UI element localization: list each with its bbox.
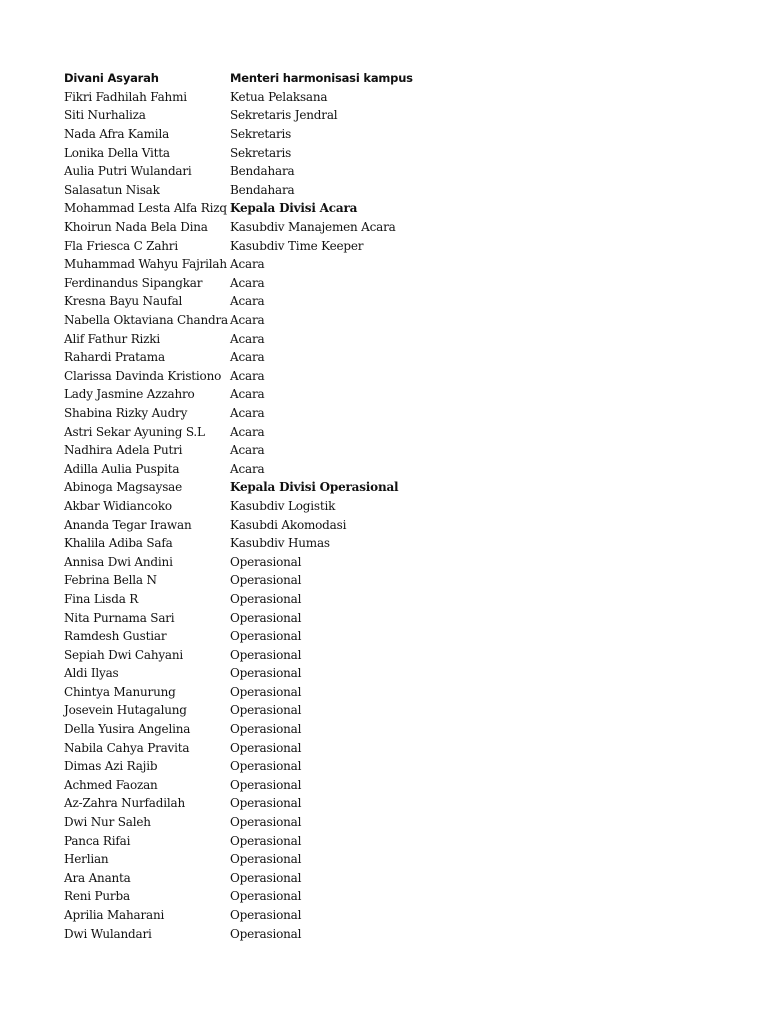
member-name-cell: Ananda Tegar Irawan: [64, 517, 192, 532]
member-name-cell: Az-Zahra Nurfadilah: [64, 796, 185, 811]
member-name-cell: Clarissa Davinda Kristiono: [64, 368, 222, 383]
table-row: [64, 776, 744, 795]
member-role-cell: Kasubdiv Humas: [230, 536, 330, 551]
member-name-cell: Sepiah Dwi Cahyani: [64, 647, 184, 662]
table-row: [64, 292, 744, 311]
table-row: [64, 608, 744, 627]
member-role-cell: Acara: [230, 294, 265, 309]
member-role-cell: Operasional: [230, 722, 302, 737]
member-name-cell: Achmed Faozan: [64, 777, 158, 792]
table-row: [64, 645, 744, 664]
member-role-cell: Operasional: [230, 703, 302, 718]
member-role-cell: Acara: [230, 368, 265, 383]
member-role-cell: Operasional: [230, 852, 302, 867]
member-name-cell: Nabila Cahya Pravita: [64, 740, 190, 755]
member-name-cell: Abinoga Magsaysae: [64, 480, 183, 495]
table-row: [64, 738, 744, 757]
table-row: [64, 199, 744, 218]
member-role-cell: Operasional: [230, 815, 302, 830]
member-role-cell: Operasional: [230, 796, 302, 811]
member-name-cell: Annisa Dwi Andini: [64, 554, 173, 569]
table-row: [64, 236, 744, 255]
member-name-cell: Lonika Della Vitta: [64, 145, 170, 160]
member-name-cell: Dwi Nur Saleh: [64, 815, 151, 830]
table-row: [64, 887, 744, 906]
table-row: [64, 906, 744, 925]
member-name-cell: Aprilia Maharani: [64, 908, 165, 923]
member-name-cell: Della Yusira Angelina: [64, 722, 191, 737]
table-row: [64, 404, 744, 423]
table-row: [64, 627, 744, 646]
member-name-cell: Fikri Fadhilah Fahmi: [64, 89, 187, 104]
table-row: [64, 813, 744, 832]
member-role-cell: Acara: [230, 257, 265, 272]
member-role-cell: Operasional: [230, 908, 302, 923]
member-role-cell: Acara: [230, 275, 265, 290]
member-role-cell: Kasubdi Akomodasi: [230, 517, 347, 532]
member-role-cell: Bendahara: [230, 164, 295, 179]
member-role-cell: Operasional: [230, 740, 302, 755]
member-role-cell: Acara: [230, 443, 265, 458]
member-role-cell: Acara: [230, 405, 265, 420]
table-row: [64, 664, 744, 683]
member-name-cell: Panca Rifai: [64, 833, 131, 848]
member-name-cell: Astri Sekar Ayuning S.L: [64, 424, 205, 439]
member-role-cell: Kepala Divisi Operasional: [230, 480, 399, 495]
member-role-cell: Operasional: [230, 591, 302, 606]
member-name-cell: Febrina Bella N: [64, 573, 157, 588]
table-row: [64, 422, 744, 441]
member-role-cell: Operasional: [230, 926, 302, 941]
member-name-cell: Fla Friesca C Zahri: [64, 238, 178, 253]
table-row: [64, 255, 744, 274]
member-role-cell: Operasional: [230, 573, 302, 588]
member-role-cell: Operasional: [230, 889, 302, 904]
member-name-cell: Aldi Ilyas: [64, 666, 119, 681]
table-row: [64, 106, 744, 125]
table-row: [64, 757, 744, 776]
member-name-cell: Akbar Widiancoko: [64, 498, 172, 513]
member-role-cell: Operasional: [230, 666, 302, 681]
member-name-cell: Salasatun Nisak: [64, 182, 160, 197]
member-name-cell: Muhammad Wahyu Fajrilah: [64, 257, 227, 272]
table-row: [64, 329, 744, 348]
member-role-cell: Acara: [230, 387, 265, 402]
member-name-cell: Alif Fathur Rizki: [64, 331, 160, 346]
member-name-cell: Ara Ananta: [64, 870, 131, 885]
member-name-cell: Aulia Putri Wulandari: [64, 164, 192, 179]
table-row: [64, 515, 744, 534]
table-row: [64, 590, 744, 609]
table-row: [64, 88, 744, 107]
table-row: [64, 534, 744, 553]
member-role-cell: Operasional: [230, 777, 302, 792]
member-name-cell: Fina Lisda R: [64, 591, 139, 606]
member-name-cell: Nabella Oktaviana Chandra: [64, 313, 229, 328]
table-row: [64, 478, 744, 497]
member-name-cell: Lady Jasmine Azzahro: [64, 387, 195, 402]
table-row: [64, 497, 744, 516]
table-row: [64, 181, 744, 200]
header-role-cell: Menteri harmonisasi kampus: [230, 71, 413, 86]
table-row: [64, 683, 744, 702]
member-role-cell: Ketua Pelaksana: [230, 89, 328, 104]
table-header-row: [64, 69, 744, 88]
table-body: [64, 88, 744, 943]
member-role-cell: Bendahara: [230, 182, 295, 197]
table-row: [64, 218, 744, 237]
member-role-cell: Sekretaris: [230, 145, 292, 160]
member-name-cell: Mohammad Lesta Alfa Rizq: [64, 201, 227, 216]
member-role-cell: Kepala Divisi Acara: [230, 201, 358, 216]
table-row: [64, 385, 744, 404]
member-name-cell: Dwi Wulandari: [64, 926, 152, 941]
member-role-cell: Sekretaris: [230, 127, 292, 142]
table-row: [64, 869, 744, 888]
member-role-cell: Kasubdiv Manajemen Acara: [230, 220, 396, 235]
table-row: [64, 850, 744, 869]
table-row: [64, 720, 744, 739]
member-role-cell: Operasional: [230, 870, 302, 885]
table-row: [64, 367, 744, 386]
table-row: [64, 794, 744, 813]
member-role-cell: Kasubdiv Time Keeper: [230, 238, 364, 253]
member-name-cell: Shabina Rizky Audry: [64, 405, 188, 420]
table-row: [64, 701, 744, 720]
table-row: [64, 924, 744, 943]
committee-table: [64, 69, 744, 943]
member-role-cell: Operasional: [230, 554, 302, 569]
member-role-cell: Operasional: [230, 629, 302, 644]
member-name-cell: Adilla Aulia Puspita: [64, 461, 180, 476]
member-name-cell: Chintya Manurung: [64, 684, 176, 699]
member-name-cell: Ramdesh Gustiar: [64, 629, 167, 644]
member-role-cell: Acara: [230, 313, 265, 328]
table-row: [64, 311, 744, 330]
member-name-cell: Nada Afra Kamila: [64, 127, 170, 142]
member-role-cell: Operasional: [230, 610, 302, 625]
member-name-cell: Josevein Hutagalung: [64, 703, 187, 718]
header-name-cell: Divani Asyarah: [64, 71, 159, 86]
member-name-cell: Khalila Adiba Safa: [64, 536, 173, 551]
table-row: [64, 125, 744, 144]
member-name-cell: Nita Purnama Sari: [64, 610, 175, 625]
table-row: [64, 143, 744, 162]
member-role-cell: Sekretaris Jendral: [230, 108, 338, 123]
table-row: [64, 441, 744, 460]
table-row: [64, 571, 744, 590]
member-name-cell: Nadhira Adela Putri: [64, 443, 183, 458]
table-row: [64, 348, 744, 367]
member-role-cell: Operasional: [230, 759, 302, 774]
member-role-cell: Acara: [230, 424, 265, 439]
table-row: [64, 274, 744, 293]
member-role-cell: Acara: [230, 331, 265, 346]
table-row: [64, 552, 744, 571]
table-row: [64, 831, 744, 850]
member-name-cell: Ferdinandus Sipangkar: [64, 275, 203, 290]
member-name-cell: Rahardi Pratama: [64, 350, 165, 365]
member-name-cell: Khoirun Nada Bela Dina: [64, 220, 208, 235]
table-row: [64, 162, 744, 181]
member-name-cell: Siti Nurhaliza: [64, 108, 146, 123]
member-name-cell: Kresna Bayu Naufal: [64, 294, 183, 309]
table-row: [64, 459, 744, 478]
member-role-cell: Operasional: [230, 647, 302, 662]
member-name-cell: Dimas Azi Rajib: [64, 759, 158, 774]
member-role-cell: Acara: [230, 461, 265, 476]
member-name-cell: Herlian: [64, 852, 109, 867]
member-name-cell: Reni Purba: [64, 889, 130, 904]
member-role-cell: Operasional: [230, 684, 302, 699]
member-role-cell: Kasubdiv Logistik: [230, 498, 336, 513]
member-role-cell: Acara: [230, 350, 265, 365]
member-role-cell: Operasional: [230, 833, 302, 848]
